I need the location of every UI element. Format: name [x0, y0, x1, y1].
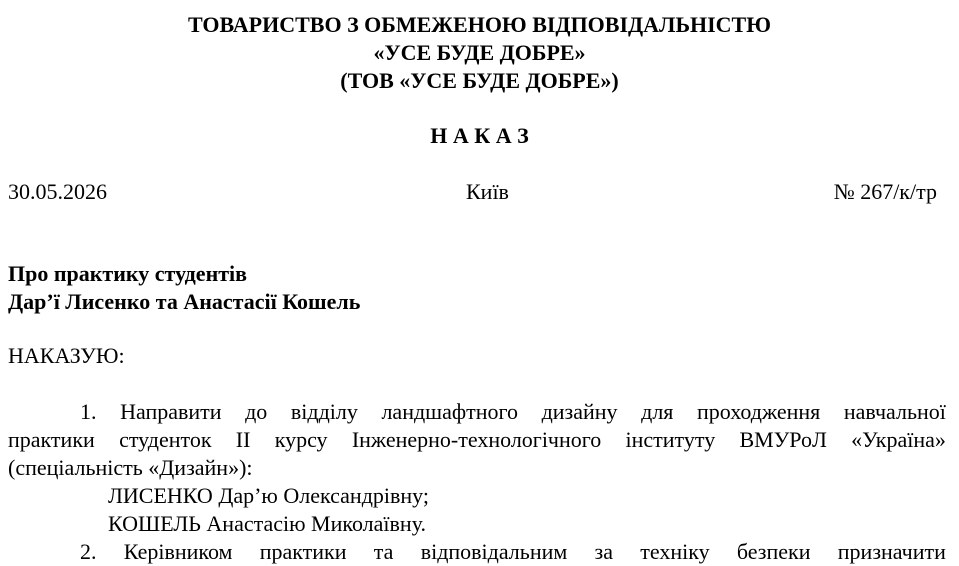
- word: відповідальним: [420, 539, 568, 564]
- order-number: № 267/к/тр: [833, 179, 937, 204]
- order-city: Київ: [466, 179, 509, 204]
- order-date: 30.05.2026: [8, 179, 107, 204]
- word: курсу: [274, 427, 328, 452]
- organization-name-line-1: ТОВАРИСТВО З ОБМЕЖЕНОЮ ВІДПОВІДАЛЬНІСТЮ: [188, 12, 771, 37]
- justified-words: [80, 398, 946, 426]
- word: Керівником: [123, 539, 233, 564]
- word: дизайну: [541, 399, 618, 424]
- word: проходження: [697, 399, 821, 424]
- word: «Україна»: [851, 427, 946, 452]
- word: призначити: [837, 539, 946, 564]
- word: ландшафтного: [381, 399, 518, 424]
- word: студенток: [119, 427, 212, 452]
- word: за: [594, 539, 614, 564]
- organization-short-name: (ТОВ «УСЕ БУДЕ ДОБРЕ»): [340, 68, 619, 93]
- word: ВМУРоЛ: [739, 427, 827, 452]
- word: практики: [259, 539, 347, 564]
- subject-line-1: Про практику студентів: [8, 261, 248, 286]
- word: техніку: [640, 539, 710, 564]
- subject-line-2: Дар’ї Лисенко та Анастасії Кошель: [8, 289, 361, 314]
- word: практики: [8, 427, 95, 452]
- student-name-1: ЛИСЕНКО Дар’ю Олександрівну;: [108, 483, 429, 508]
- word: та: [373, 539, 394, 564]
- paragraph-1-line-2: [8, 426, 946, 454]
- word: безпеки: [736, 539, 811, 564]
- word: 2.: [80, 539, 97, 564]
- word: 1.: [80, 399, 97, 424]
- paragraph-1-line-1: [80, 398, 946, 426]
- word: Інженерно-технологічного: [351, 427, 602, 452]
- word: інституту: [625, 427, 716, 452]
- student-name-2: КОШЕЛЬ Анастасію Миколаївну.: [108, 511, 426, 536]
- word: навчальної: [843, 399, 946, 424]
- justified-words: [80, 538, 946, 566]
- word: до: [245, 399, 268, 424]
- word: Направити: [120, 399, 222, 424]
- directive-heading: НАКАЗУЮ:: [8, 343, 125, 368]
- word: ІІ: [235, 427, 251, 452]
- order-title: Н А К А З: [430, 123, 529, 148]
- paragraph-1-line-3: (спеціальність «Дизайн»):: [8, 455, 253, 480]
- word: відділу: [290, 399, 358, 424]
- word: для: [641, 399, 674, 424]
- organization-name-line-2: «УСЕ БУДЕ ДОБРЕ»: [373, 40, 586, 65]
- justified-words: [8, 426, 946, 454]
- paragraph-2-line-1: [80, 538, 946, 566]
